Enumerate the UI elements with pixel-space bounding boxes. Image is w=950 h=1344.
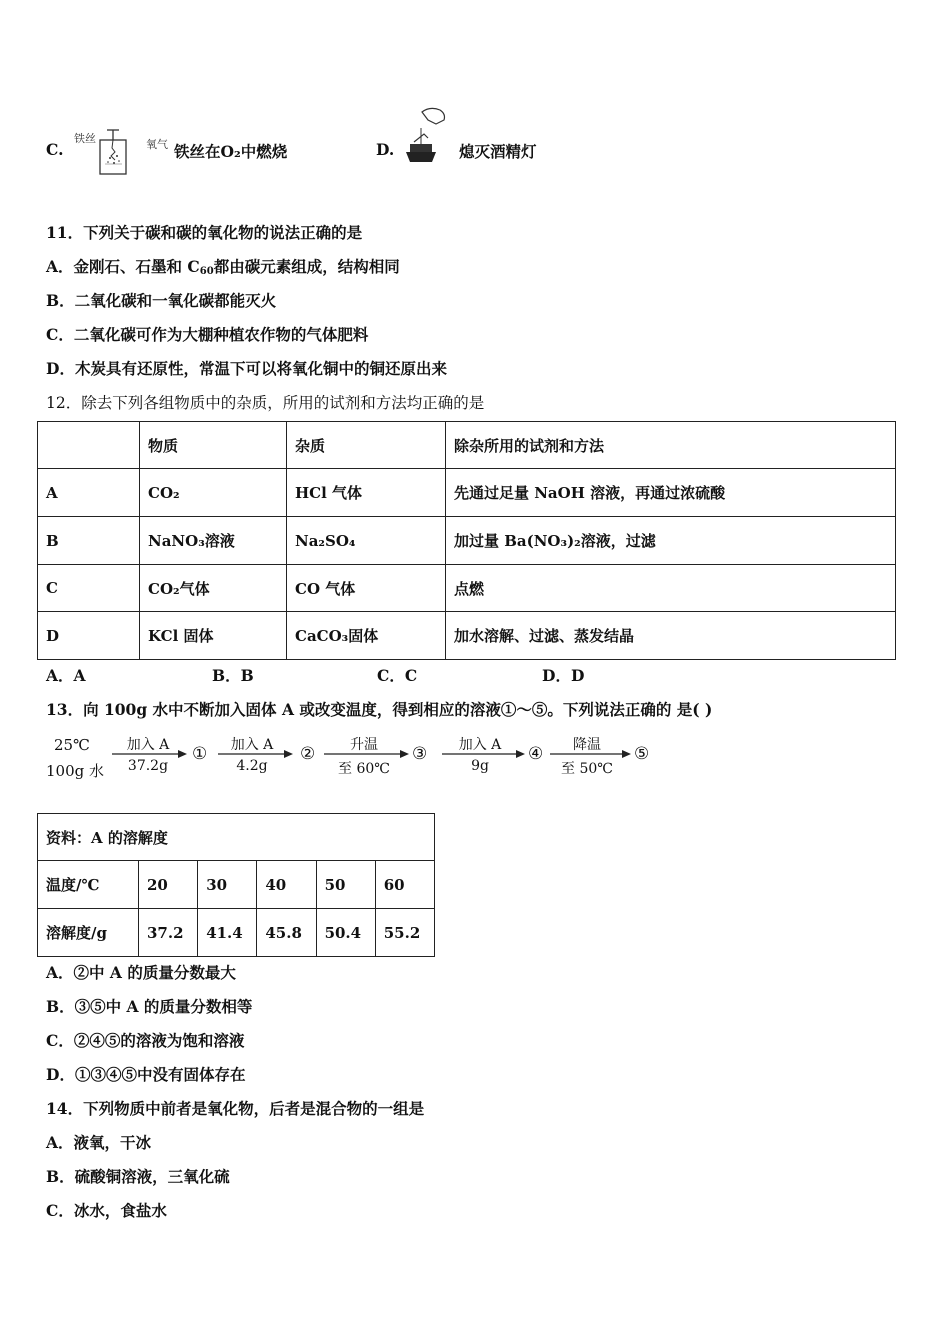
q13-option-d: D．①③④⑤中没有固体存在 <box>46 1065 246 1084</box>
q13-option-a: A．②中 A 的质量分数最大 <box>46 963 236 982</box>
q12-header-cell: 物质 <box>140 422 287 469</box>
q12-cell: C <box>38 565 140 612</box>
flow-step-5-top: 降温 <box>573 737 601 753</box>
table-row <box>38 909 435 957</box>
q13-solubility-table <box>37 813 435 957</box>
flow-start-water: 100g 水 <box>46 762 105 780</box>
flow-result-5: ⑤ <box>634 744 650 764</box>
q12-header-cell: 除杂所用的试剂和方法 <box>446 422 896 469</box>
solubility-label: 溶解度/g <box>38 909 139 957</box>
q12-cell: CO 气体 <box>287 565 446 612</box>
temp-cell: 50 <box>316 861 375 909</box>
table-row <box>38 517 896 565</box>
flow-step-5-bottom: 至 50℃ <box>561 761 613 777</box>
q12-cell: CO₂ <box>140 469 287 517</box>
flow-step-2-bottom: 4.2g <box>236 758 268 774</box>
q11-stem: 11．下列关于碳和碳的氧化物的说法正确的是 <box>46 223 363 242</box>
q14-stem: 14．下列物质中前者是氧化物，后者是混合物的一组是 <box>46 1099 425 1118</box>
q10-option-d-label: D. <box>376 140 395 159</box>
flow-step-3-top: 升温 <box>350 737 378 753</box>
table-row <box>38 612 896 660</box>
q12-option-b: B．B <box>212 666 254 685</box>
iron-wire-burning-figure <box>72 128 182 178</box>
q12-header-row <box>38 422 896 469</box>
temp-cell: 30 <box>198 861 257 909</box>
q12-table <box>37 421 896 660</box>
q14-option-c: C．冰水，食盐水 <box>46 1201 167 1220</box>
q12-cell: 加过量 Ba(NO₃)₂溶液，过滤 <box>446 517 896 565</box>
flow-step-3-bottom: 至 60℃ <box>338 761 390 777</box>
solubility-cell: 37.2 <box>139 909 198 957</box>
q12-option-d: D．D <box>542 666 585 685</box>
q13-option-b: B．③⑤中 A 的质量分数相等 <box>46 997 253 1016</box>
flow-result-1: ① <box>192 744 208 764</box>
q13-flow-diagram <box>46 732 656 782</box>
q12-cell: Na₂SO₄ <box>287 517 446 565</box>
flow-result-2: ② <box>300 744 316 764</box>
temp-cell: 60 <box>375 861 434 909</box>
q12-cell: KCl 固体 <box>140 612 287 660</box>
table-row <box>38 814 435 861</box>
flow-result-4: ④ <box>528 744 544 764</box>
q12-cell: 点燃 <box>446 565 896 612</box>
q14-option-b: B．硫酸铜溶液，三氧化硫 <box>46 1167 230 1186</box>
q11-option-c: C．二氧化碳可作为大棚种植农作物的气体肥料 <box>46 325 369 344</box>
q11-option-b: B．二氧化碳和一氧化碳都能灭火 <box>46 291 277 310</box>
alcohol-lamp-figure <box>400 104 450 168</box>
q13-option-c: C．②④⑤的溶液为饱和溶液 <box>46 1031 245 1050</box>
q12-option-c: C．C <box>377 666 418 685</box>
solubility-cell: 55.2 <box>375 909 434 957</box>
temp-cell: 40 <box>257 861 316 909</box>
q10-option-d-text: 熄灭酒精灯 <box>459 142 537 161</box>
temp-cell: 20 <box>139 861 198 909</box>
flow-result-3: ③ <box>412 744 428 764</box>
table-row <box>38 469 896 517</box>
oxygen-label: 氧气 <box>146 138 168 151</box>
q11-option-a: A．金刚石、石墨和 $C_{60}$都由碳元素组成，结构相同 <box>46 257 400 277</box>
q12-cell: A <box>38 469 140 517</box>
iron-wire-label: 铁丝 <box>74 132 96 145</box>
q12-cell: HCl 气体 <box>287 469 446 517</box>
q12-stem: 12．除去下列各组物质中的杂质，所用的试剂和方法均正确的是 <box>46 394 485 412</box>
q12-header-cell: 杂质 <box>287 422 446 469</box>
q12-cell: 先通过足量 NaOH 溶液，再通过浓硫酸 <box>446 469 896 517</box>
table-row <box>38 861 435 909</box>
flow-step-1-top: 加入 A <box>126 737 170 753</box>
flow-step-2-top: 加入 A <box>230 737 274 753</box>
q12-option-a: A．A <box>46 666 86 685</box>
flow-step-1-bottom: 37.2g <box>127 758 169 774</box>
flow-start-temp: 25℃ <box>54 736 90 754</box>
solubility-cell: 50.4 <box>316 909 375 957</box>
q12-cell: CaCO₃固体 <box>287 612 446 660</box>
q12-cell: B <box>38 517 140 565</box>
temp-label: 温度/℃ <box>38 861 139 909</box>
table-row <box>38 565 896 612</box>
solubility-cell: 41.4 <box>198 909 257 957</box>
solubility-cell: 45.8 <box>257 909 316 957</box>
q12-cell: NaNO₃溶液 <box>140 517 287 565</box>
q13-stem: 13．向 100g 水中不断加入固体 A 或改变温度，得到相应的溶液①～⑤。下列说法正确的 是( ) <box>46 700 713 719</box>
q12-cell: CO₂气体 <box>140 565 287 612</box>
q10-option-c-label: C. <box>46 140 64 159</box>
flow-step-4-top: 加入 A <box>458 737 502 753</box>
q14-option-a: A．液氧，干冰 <box>46 1133 152 1152</box>
q12-cell: D <box>38 612 140 660</box>
flow-step-4-bottom: 9g <box>471 758 489 774</box>
q12-header-cell <box>38 422 140 469</box>
solubility-table-title: 资料：A 的溶解度 <box>38 814 435 861</box>
q12-cell: 加水溶解、过滤、蒸发结晶 <box>446 612 896 660</box>
q10-option-c-text: 铁丝在O₂中燃烧 <box>174 142 288 161</box>
q11-option-d: D．木炭具有还原性，常温下可以将氧化铜中的铜还原出来 <box>46 359 447 378</box>
